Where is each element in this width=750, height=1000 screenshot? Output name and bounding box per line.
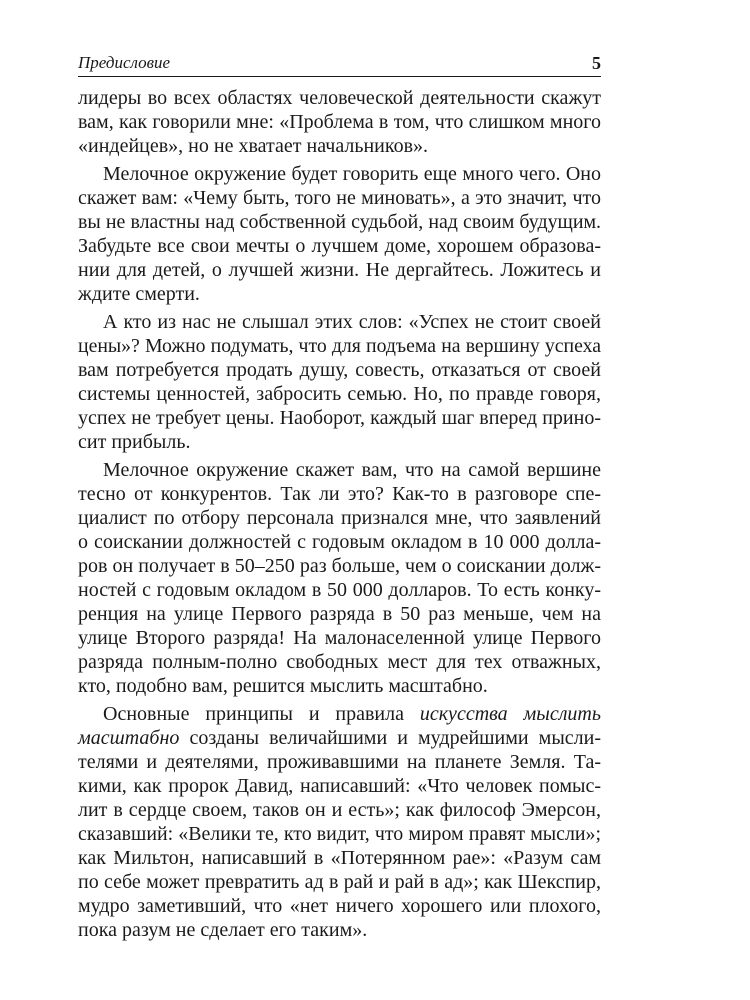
text-line: нии для детей, о лучшей жизни. Не дергайтесь. Ложитесь и	[78, 259, 601, 281]
italic-phrase: масштабно	[78, 727, 180, 749]
text-line: о соискании должностей с годовым окладом в 10 000 долла-	[78, 531, 601, 553]
text-line: Мелочное окружение будет говорить еще много чего. Оно	[103, 163, 601, 185]
header-rule	[78, 76, 601, 77]
paragraph-2	[78, 162, 601, 306]
text-line: Мелочное окружение скажет вам, что на самой вершине	[103, 459, 601, 481]
text-line: тесно от конкурентов. Так ли это? Как-то в разговоре спе-	[78, 483, 601, 505]
text-line: лит в сердце своем, таков он и есть»; как философ Эмерсон,	[78, 799, 601, 821]
text-run: созданы величайшими и мудрейшими мысли-	[179, 727, 601, 749]
body-text	[78, 86, 601, 942]
text-line: ждите смерти.	[78, 283, 200, 305]
text-line: успех не требует цены. Наоборот, каждый шаг вперед прино-	[78, 407, 601, 429]
text-line: вам, как говорили мне: «Проблема в том, что слишком много	[78, 111, 601, 133]
paragraph-4	[78, 458, 601, 698]
paragraph-1	[78, 86, 601, 158]
section-title: Предисловие	[78, 53, 171, 72]
paragraph-5	[78, 702, 601, 942]
paragraph-3	[78, 310, 601, 454]
text-line: лидеры во всех областях человеческой деятельности скажут	[78, 87, 601, 109]
text-line: циалист по отбору персонала признался мне, что заявлений	[78, 507, 601, 529]
text-line	[78, 702, 601, 726]
text-line: сит прибыль.	[78, 431, 191, 453]
text-line: по себе может превратить ад в рай и рай в ад»; как Шекспир,	[78, 871, 601, 893]
text-line: цены»? Можно подумать, что для подъема на вершину успеха	[78, 335, 601, 357]
text-line: кими, как пророк Давид, написавший: «Что человек помыс-	[78, 775, 601, 797]
text-line: Забудьте все свои мечты о лучшем доме, хорошем образова-	[78, 235, 601, 257]
text-line: мудро заметивший, что «нет ничего хорошего или плохого,	[78, 895, 601, 917]
text-line: пока разум не сделает его таким».	[78, 919, 368, 941]
text-line: ренция на улице Первого разряда в 50 раз меньше, чем на	[78, 603, 601, 625]
text-line: ров он получает в 50–250 раз больше, чем о соискании долж-	[78, 555, 601, 577]
text-run: Основные принципы и правила	[103, 703, 420, 725]
text-line: улице Второго разряда! На малонаселенной улице Первого	[78, 627, 601, 649]
text-line: А кто из нас не слышал этих слов: «Успех не стоит своей	[103, 311, 601, 333]
text-line: телями и деятелями, проживавшими на планете Земля. Та-	[78, 751, 601, 773]
page-number: 5	[592, 53, 601, 73]
text-line: вам потребуется продать душу, совесть, отказаться от своей	[78, 359, 601, 381]
text-line: разряда полным-полно свободных мест для тех отважных,	[78, 651, 601, 673]
text-line: кто, подобно вам, решится мыслить масштабно.	[78, 675, 488, 697]
italic-phrase: искусства мыслить	[419, 703, 601, 725]
text-line	[78, 726, 601, 750]
text-line: сказавший: «Велики те, кто видит, что миром правят мысли»;	[78, 823, 601, 845]
text-line: «индейцев», но не хватает начальников».	[78, 135, 429, 157]
text-line: ностей с годовым окладом в 50 000 долларов. То есть конку-	[78, 579, 601, 601]
text-line: системы ценностей, забросить семью. Но, по правде говоря,	[78, 383, 601, 405]
text-line: скажет вам: «Чему быть, того не миновать», а это значит, что	[78, 187, 601, 209]
running-header	[78, 52, 601, 74]
text-line: вы не властны над собственной судьбой, над своим будущим.	[78, 211, 601, 233]
text-line: как Мильтон, написавший в «Потерянном рае»: «Разум сам	[78, 847, 601, 869]
